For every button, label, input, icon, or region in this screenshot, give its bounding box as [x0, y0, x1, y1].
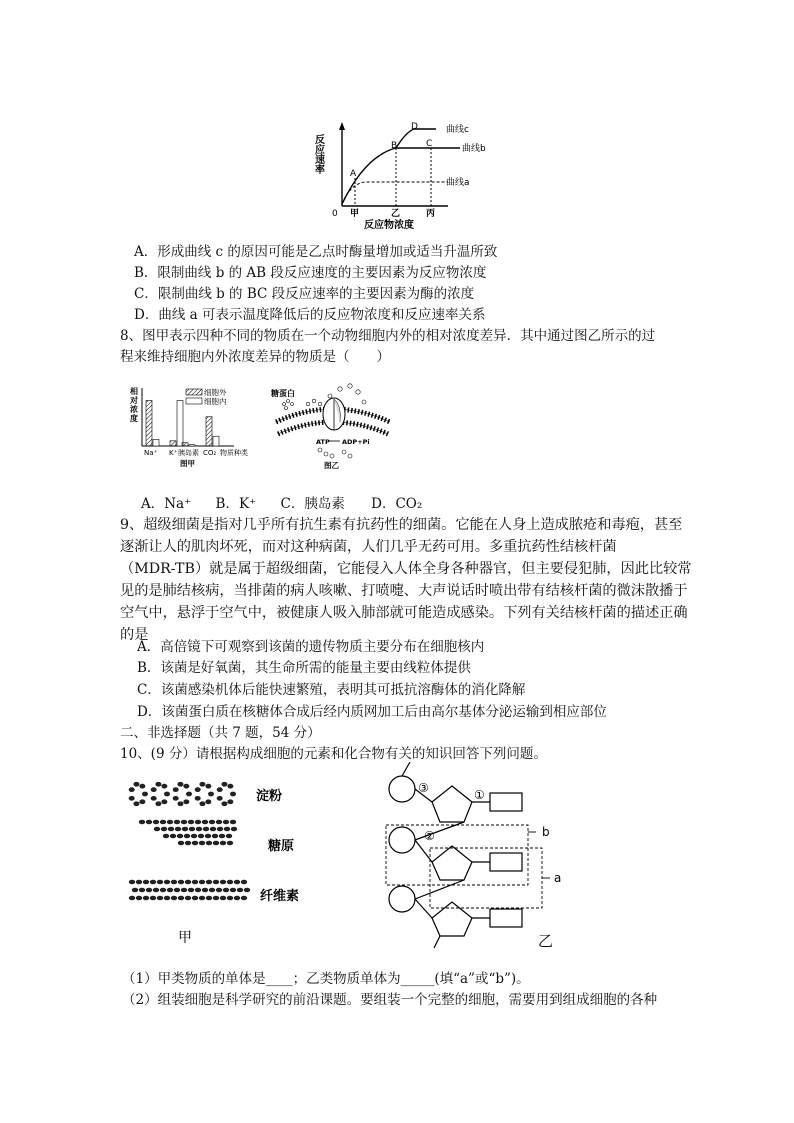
- cellulose-unit: [206, 896, 212, 901]
- q8-options: [141, 492, 422, 512]
- glycogen-unit: [184, 834, 190, 839]
- cellulose-unit: [174, 888, 180, 893]
- glycoprotein-label: 糖蛋白: [271, 389, 295, 398]
- cellulose-unit: [181, 888, 187, 893]
- cellulose-unit: [150, 896, 156, 901]
- cellulose-unit: [199, 896, 205, 901]
- glycogen-unit: [191, 834, 197, 839]
- q8-option-a: A．Na⁺: [141, 496, 192, 512]
- glycogen-unit: [230, 820, 236, 825]
- glycogen-unit: [139, 820, 145, 825]
- starch-unit: [173, 787, 179, 792]
- tick-jia: 甲: [350, 209, 360, 219]
- point-d: D: [411, 122, 418, 132]
- phosphate-1: [389, 776, 415, 802]
- starch-unit: [139, 784, 145, 789]
- cellulose-unit: [129, 896, 135, 901]
- ylabel-1: 相: [130, 387, 138, 396]
- cellulose-unit: [241, 896, 247, 901]
- cellulose-unit: [192, 880, 198, 885]
- glycogen-unit: [213, 841, 219, 846]
- glycogen-unit: [199, 841, 205, 846]
- glycogen-unit: [210, 827, 216, 832]
- q7-option-c: C．限制曲线 b 的 BC 段反应速率的主要因素为酶的浓度: [134, 286, 475, 302]
- cellulose-unit: [220, 896, 226, 901]
- bracket-box-b: [386, 825, 528, 885]
- starch-unit: [230, 792, 236, 797]
- cellulose-unit: [206, 880, 212, 885]
- fig-yi-caption: 图乙: [324, 461, 339, 470]
- bar-inside-3: [213, 436, 219, 446]
- cellulose-unit: [227, 896, 233, 901]
- cellulose-unit: [136, 880, 142, 885]
- adp-label: ADP+Pi: [342, 438, 370, 446]
- q7-option-a: A．形成曲线 c 的原因可能是乙点时酶量增加或适当升温所致: [134, 244, 498, 260]
- cellulose-unit: [185, 880, 191, 885]
- bar-outside-3: [206, 417, 212, 446]
- legend-out-label: 细胞外: [204, 388, 227, 397]
- cellulose-unit: [199, 880, 205, 885]
- phosphate-2: [389, 827, 415, 853]
- base-2: [490, 853, 522, 871]
- glycogen-unit: [219, 834, 225, 839]
- bar-outside-1: [170, 441, 176, 446]
- starch-unit: [227, 799, 233, 804]
- base-3: [490, 909, 522, 927]
- marker-1: ①: [474, 788, 485, 802]
- ylabel-2: 对: [130, 396, 138, 405]
- q8-option-d: D．CO₂: [371, 496, 423, 512]
- glycogen-unit: [223, 820, 229, 825]
- glycogen-unit: [202, 820, 208, 825]
- glycogen-unit: [188, 820, 194, 825]
- glycogen-unit: [216, 820, 222, 825]
- cellulose-unit: [185, 896, 191, 901]
- pentose-3: [432, 902, 472, 936]
- glycogen-label: 糖原: [268, 839, 295, 854]
- glycogen-unit: [163, 834, 169, 839]
- nucleotide-chain-figure: [380, 762, 580, 958]
- starch-unit: [139, 799, 145, 804]
- cellulose-unit: [202, 888, 208, 893]
- starch-unit: [217, 787, 223, 792]
- pentose-2: [432, 846, 472, 880]
- q9-line-2: 逐渐让人的肌肉坏死，而对这种病菌，人们几乎无药可用。多重抗药性结核杆菌: [120, 539, 617, 555]
- legend-in-swatch: [186, 398, 202, 404]
- starch-unit: [227, 784, 233, 789]
- starch-unit: [183, 799, 189, 804]
- q9-option-a: A．高倍镜下可观察到该菌的遗传物质主要分布在细胞核内: [137, 639, 485, 655]
- cellulose-unit: [171, 880, 177, 885]
- bar-inside-2: [189, 445, 195, 446]
- membrane-transport-figure: [268, 382, 398, 472]
- q8-option-b: B．K⁺: [215, 496, 257, 512]
- cellulose-unit: [136, 896, 142, 901]
- tick-yi: 乙: [391, 209, 401, 219]
- cellulose-unit: [164, 896, 170, 901]
- polysaccharide-figure: [128, 770, 318, 950]
- glycogen-unit: [192, 841, 198, 846]
- cellulose-unit: [139, 888, 145, 893]
- y-axis-label: [313, 133, 325, 175]
- starch-unit: [151, 787, 157, 792]
- glycogen-unit: [189, 827, 195, 832]
- q9-line-5: 空气中，悬浮于空气中，被健康人吸入肺部就可能造成感染。下列有关结核杆菌的描述正确: [120, 605, 688, 621]
- cellulose-unit: [213, 896, 219, 901]
- glycogen-unit: [212, 834, 218, 839]
- glycogen-unit: [220, 841, 226, 846]
- cellulose-label: 纤维素: [260, 889, 300, 904]
- bar-inside-0: [153, 440, 159, 447]
- glycogen-unit: [170, 834, 176, 839]
- q9-option-b: B．该菌是好氧菌，其生命所需的能量主要由线粒体提供: [137, 660, 471, 676]
- chain-top-stub: [402, 762, 410, 776]
- starch-unit: [221, 782, 227, 787]
- starch-unit: [205, 784, 211, 789]
- point-a: A: [350, 169, 357, 179]
- cat-co2: CO₂: [203, 449, 217, 457]
- atp-label: ATP: [316, 438, 330, 446]
- bar-outside-0: [146, 401, 152, 447]
- glycogen-unit: [168, 827, 174, 832]
- cellulose-unit: [188, 888, 194, 893]
- ylabel-3: 浓: [130, 405, 138, 414]
- bar-outside-2: [182, 443, 188, 446]
- glycogen-unit: [174, 820, 180, 825]
- cellulose-unit: [230, 888, 236, 893]
- starch-unit: [155, 801, 161, 806]
- q10-sub-1: （1）甲类物质的单体是____；乙类物质单体为_____(填“a”或“b”)。: [122, 971, 530, 987]
- glycogen-unit: [160, 820, 166, 825]
- glycogen-unit: [175, 827, 181, 832]
- glycogen-unit: [182, 827, 188, 832]
- inner-molecules: [318, 448, 352, 458]
- starch-unit: [195, 787, 201, 792]
- starch-unit: [177, 782, 183, 787]
- cellulose-unit: [171, 896, 177, 901]
- starch-structure: [129, 782, 236, 806]
- starch-unit: [217, 796, 223, 801]
- bar-x-label: 物质种类: [220, 449, 248, 457]
- reaction-rate-figure: [310, 118, 500, 230]
- base-1: [490, 793, 522, 811]
- glycoprotein-chain: [283, 400, 294, 410]
- ylabel-4: 度: [130, 414, 138, 423]
- origin-label: 0: [332, 209, 338, 219]
- phosphate-3: [389, 886, 415, 912]
- starch-unit: [221, 801, 227, 806]
- cellulose-unit: [223, 888, 229, 893]
- cellulose-unit: [213, 880, 219, 885]
- cellulose-unit: [178, 880, 184, 885]
- cellulose-unit: [227, 880, 233, 885]
- glycogen-unit: [226, 834, 232, 839]
- starch-unit: [183, 784, 189, 789]
- q9-option-c: C．该菌感染机体后能快速繁殖，表明其可抵抗溶酶体的消化降解: [137, 682, 526, 698]
- glycogen-unit: [146, 820, 152, 825]
- cellulose-unit: [178, 896, 184, 901]
- starch-unit: [177, 801, 183, 806]
- curve-b: [342, 148, 460, 204]
- cellulose-unit: [237, 888, 243, 893]
- cat-na: Na⁺: [144, 449, 158, 457]
- pentose-1: [432, 786, 472, 822]
- starch-unit: [129, 796, 135, 801]
- q7-option-d: D．曲线 a 可表示温度降低后的反应物浓度和反应速率关系: [134, 307, 486, 323]
- fig10-jia-caption: 甲: [178, 930, 192, 946]
- legend-in-label: 细胞内: [204, 397, 227, 406]
- cellulose-unit: [143, 896, 149, 901]
- starch-unit: [161, 799, 167, 804]
- cellulose-unit: [129, 880, 135, 885]
- glycogen-unit: [185, 841, 191, 846]
- starch-unit: [155, 782, 161, 787]
- starch-unit: [199, 782, 205, 787]
- starch-unit: [195, 796, 201, 801]
- glycogen-unit: [231, 827, 237, 832]
- cat-k: K⁺: [169, 449, 178, 457]
- starch-label: 淀粉: [256, 789, 283, 804]
- cellulose-unit: [132, 888, 138, 893]
- curve-a: [342, 182, 448, 204]
- q10-stem: 10、(9 分）请根据构成细胞的元素和化合物有关的知识回答下列问题。: [120, 746, 547, 762]
- bracket-a-label: a: [554, 871, 562, 885]
- glycogen-unit: [227, 841, 233, 846]
- cellulose-unit: [164, 880, 170, 885]
- glycogen-unit: [205, 834, 211, 839]
- carrier-protein: [323, 398, 345, 430]
- cellulose-unit: [153, 888, 159, 893]
- glycogen-unit: [177, 834, 183, 839]
- glycogen-unit: [154, 827, 160, 832]
- point-b: B: [391, 141, 398, 151]
- q9-line-3: （MDR-TB）就是属于超级细菌，它能侵入人体全身各种器官，但主要侵犯肺，因此比较常: [120, 561, 692, 577]
- cellulose-unit: [241, 880, 247, 885]
- glycogen-unit: [195, 820, 201, 825]
- curve-b-label: 曲线b: [462, 144, 486, 154]
- x-axis-label: 反应物浓度: [364, 220, 414, 230]
- cellulose-unit: [192, 896, 198, 901]
- curve-a-label: 曲线a: [446, 178, 470, 188]
- marker-3: ③: [418, 781, 429, 795]
- fig-jia-caption: 图甲: [180, 459, 195, 468]
- q9-line-4: 见的是肺结核病，当排菌的病人咳嗽、打喷嚏、大声说话时喷出带有结核杆菌的微沫散播于: [120, 583, 688, 599]
- glycogen-unit: [209, 820, 215, 825]
- cellulose-unit: [216, 888, 222, 893]
- q9-line-1: 9、超级细菌是指对几乎所有抗生素有抗药性的细菌。它能在人身上造成脓疮和毒疱，甚至: [120, 517, 683, 533]
- glycogen-unit: [224, 827, 230, 832]
- cellulose-unit: [167, 888, 173, 893]
- starch-unit: [151, 796, 157, 801]
- q8-option-c: C．胰岛素: [280, 496, 345, 512]
- glycogen-unit: [178, 841, 184, 846]
- glycogen-unit: [198, 834, 204, 839]
- cellulose-unit: [150, 880, 156, 885]
- starch-unit: [208, 792, 214, 797]
- glycogen-unit: [167, 820, 173, 825]
- cellulose-unit: [244, 888, 250, 893]
- starch-unit: [186, 792, 192, 797]
- cat-insulin: 胰岛素: [178, 449, 199, 457]
- concentration-bar-chart: [126, 384, 252, 470]
- glycogen-unit: [203, 827, 209, 832]
- cellulose-unit: [157, 896, 163, 901]
- fig10-yi-caption: 乙: [538, 932, 554, 950]
- cellulose-unit: [160, 888, 166, 893]
- cellulose-unit: [146, 888, 152, 893]
- starch-unit: [164, 792, 170, 797]
- marker-2: ②: [424, 829, 435, 843]
- q8-stem-line-1: 8、图甲表示四种不同的物质在一个动物细胞内外的相对浓度差异．其中通过图乙所示的过: [120, 328, 656, 344]
- q9-option-d: D．该菌蛋白质在核糖体合成后经内质网加工后由高尔基体分泌运输到相应部位: [137, 704, 607, 720]
- q9-line-6: 的是: [120, 627, 149, 643]
- starch-unit: [129, 787, 135, 792]
- bracket-box-a: [430, 848, 542, 908]
- q10-sub-2: （2）组装细胞是科学研究的前沿课题。要组装一个完整的细胞，需要用到组成细胞的各种: [122, 992, 658, 1008]
- glycogen-structure: [139, 820, 237, 846]
- legend-out-swatch: [186, 389, 202, 395]
- glycogen-unit: [206, 841, 212, 846]
- ylabel-char-1: 反应速率: [312, 134, 324, 174]
- starch-unit: [133, 801, 139, 806]
- bracket-b-label: b: [542, 825, 550, 839]
- cellulose-unit: [195, 888, 201, 893]
- cellulose-unit: [209, 888, 215, 893]
- bar-inside-1: [177, 401, 183, 447]
- cellulose-unit: [157, 880, 163, 885]
- cellulose-unit: [143, 880, 149, 885]
- cellulose-structure: [129, 880, 250, 901]
- starch-unit: [205, 799, 211, 804]
- glycogen-unit: [153, 820, 159, 825]
- glycogen-unit: [181, 820, 187, 825]
- starch-unit: [173, 796, 179, 801]
- cellulose-unit: [234, 896, 240, 901]
- q8-stem-line-2: 程来维持细胞内外浓度差异的物质是（ ）: [120, 349, 390, 365]
- section-2-heading: 二、非选择题（共 7 题，54 分）: [120, 725, 321, 741]
- tick-bing: 丙: [426, 209, 436, 219]
- glycogen-unit: [217, 827, 223, 832]
- starch-unit: [161, 784, 167, 789]
- cellulose-unit: [234, 880, 240, 885]
- q7-option-b: B．限制曲线 b 的 AB 段反应速度的主要因素为反应物浓度: [134, 265, 487, 281]
- starch-unit: [133, 782, 139, 787]
- starch-unit: [199, 801, 205, 806]
- glycogen-unit: [196, 827, 202, 832]
- point-c: C: [426, 139, 433, 149]
- cellulose-unit: [220, 880, 226, 885]
- curve-c-label: 曲线c: [446, 125, 469, 135]
- glycogen-unit: [161, 827, 167, 832]
- y-axis-arrow: [339, 122, 345, 130]
- starch-unit: [142, 792, 148, 797]
